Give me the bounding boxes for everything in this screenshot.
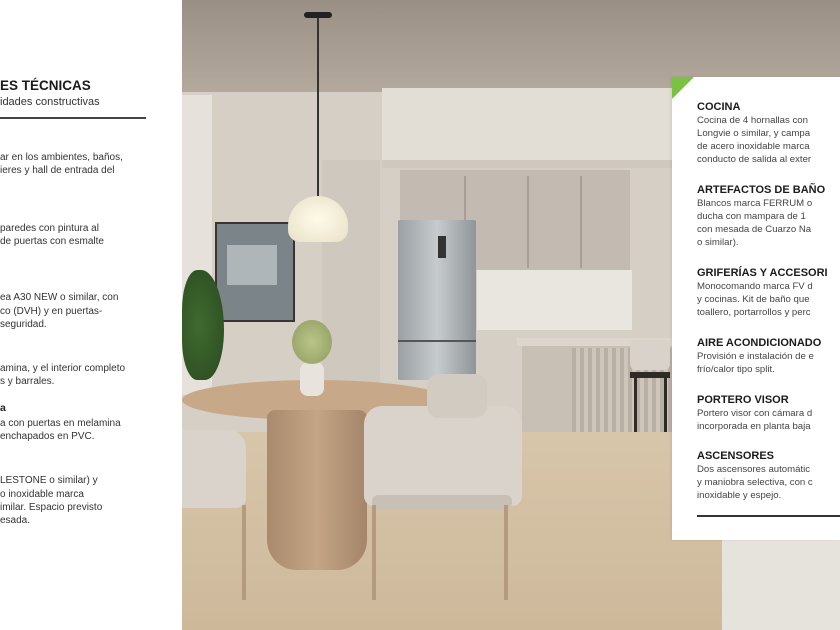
spec-line: amina, y el interior completo [0, 363, 126, 374]
spec-line: imilar. Espacio previsto [0, 502, 103, 513]
section-title-griferias: GRIFERÍAS Y ACCESORI [697, 267, 828, 279]
section-line: Portero visor con cámara d [697, 408, 813, 419]
spec-line: LESTONE o similar) y [0, 475, 98, 486]
card-bottom-rule [697, 515, 840, 517]
section-title-portero: PORTERO VISOR [697, 394, 789, 406]
specs-title: ES TÉCNICAS [0, 78, 91, 93]
technical-specs-column [0, 0, 182, 630]
section-line: conducto de salida al exter [697, 154, 812, 165]
spec-line: o inoxidable marca [0, 489, 84, 500]
section-line: inoxidable y espejo. [697, 490, 782, 501]
section-line: de acero inoxidable marca [697, 141, 810, 152]
spec-line: enchapados en PVC. [0, 431, 95, 442]
section-line: y maniobra selectiva, con c [697, 477, 813, 488]
section-line: Longvie o similar, y campa [697, 128, 811, 139]
spec-line: a con puertas en melamina [0, 418, 121, 429]
spec-line: seguridad. [0, 319, 47, 330]
section-line: con mesada de Cuarzo Na [697, 224, 812, 235]
spec-line: esada. [0, 515, 31, 526]
spec-line: co (DVH) y en puertas- [0, 306, 103, 317]
section-line: Provisión e instalación de e [697, 351, 814, 362]
spec-line: ieres y hall de entrada del [0, 165, 115, 176]
section-line: Cocina de 4 hornallas con [697, 115, 808, 126]
spec-line: paredes con pintura al [0, 223, 99, 234]
spec-line: s y barrales. [0, 376, 55, 387]
section-title-cocina: COCINA [697, 101, 741, 113]
amenities-card [672, 77, 840, 540]
section-line: incorporada en planta baja [697, 421, 811, 432]
section-title-artefactos: ARTEFACTOS DE BAÑO [697, 184, 826, 196]
spec-line: de puertas con esmalte [0, 236, 104, 247]
section-line: o similar). [697, 237, 739, 248]
green-accent-corner [672, 77, 694, 99]
section-line: toallero, portarrollos y perc [697, 307, 811, 318]
section-line: y cocinas. Kit de baño que [697, 294, 810, 305]
section-title-aire: AIRE ACONDICIONADO [697, 337, 822, 349]
section-line: frío/calor tipo split. [697, 364, 775, 375]
spec-line: ar en los ambientes, baños, [0, 152, 123, 163]
section-line: Monocomando marca FV d [697, 281, 813, 292]
spec-line: ea A30 NEW o similar, con [0, 292, 119, 303]
section-line: Dos ascensores automátic [697, 464, 811, 475]
specs-subtitle: idades constructivas [0, 96, 100, 108]
section-title-ascensores: ASCENSORES [697, 450, 775, 462]
section-line: ducha con mampara de 1 [697, 211, 806, 222]
title-rule [0, 117, 146, 119]
spec-heading: a [0, 402, 6, 414]
section-line: Blancos marca FERRUM o [697, 198, 813, 209]
